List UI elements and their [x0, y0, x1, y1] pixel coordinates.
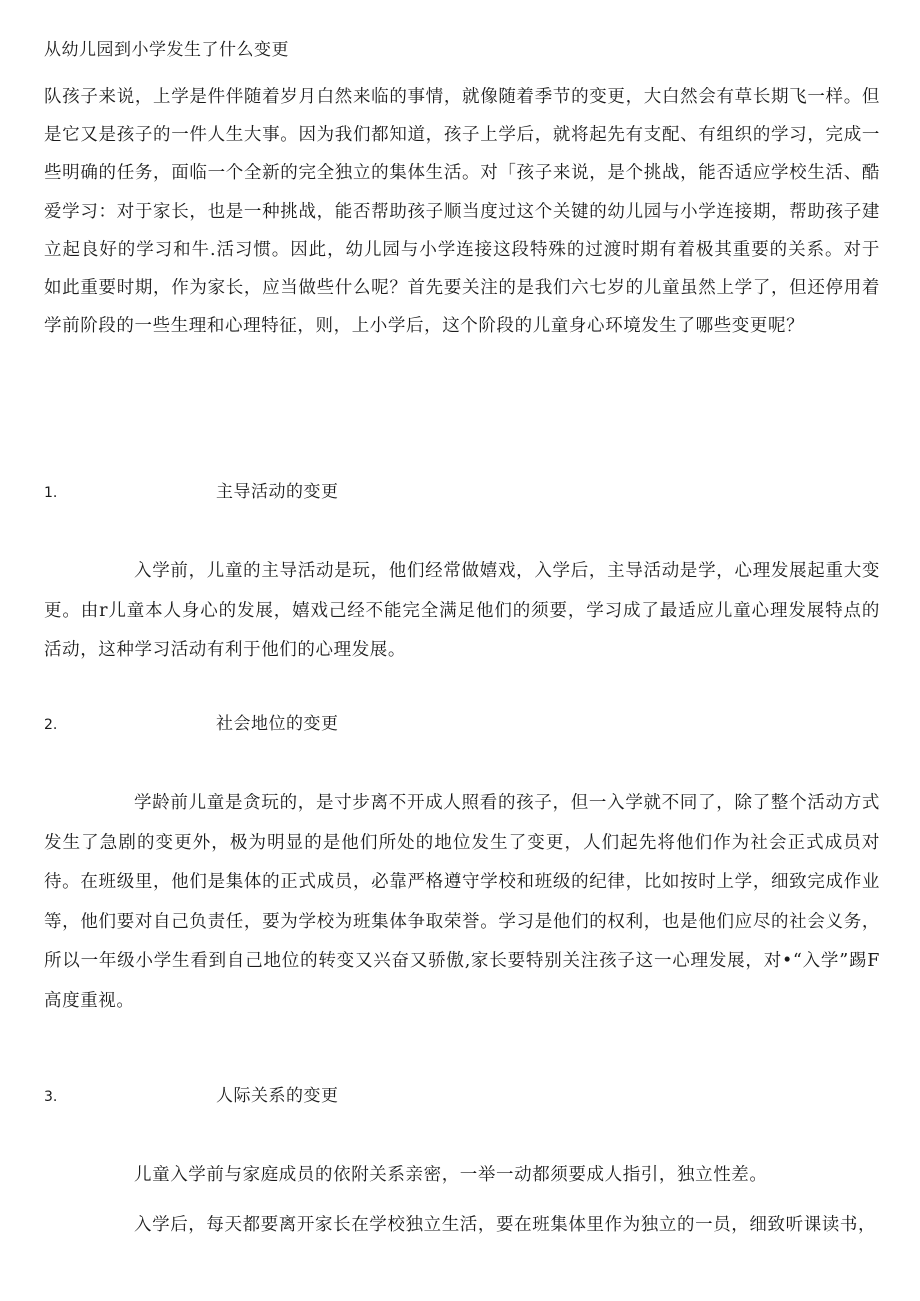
section-3-paragraph-1: 儿童入学前与家庭成员的依附关系亲密，一举一动都须要成人指引，独立性差。 — [134, 1165, 768, 1185]
section-3-paragraph-2: 入学后，每天都要离开家长在学校独立生活，要在班集体里作为独立的一员，细致听课读书， — [134, 1215, 877, 1235]
document-title: 从幼儿园到小学发生了什么变更 — [44, 40, 289, 60]
section-title-3: 人际关系的变更 — [216, 1086, 339, 1106]
section-1-paragraph-1: 入学前，儿童的主导活动是玩，他们经常做嬉戏，入学后，主导活动是学，心理发展起重大变更。由r儿童本人身心的发展，嬉戏己经不能完全满足他们的须要，学习成了最适应儿童心理发展特点的活动，这种学习活动有利于他们的心理发展。 — [44, 561, 880, 660]
section-heading-1 — [44, 480, 339, 505]
section-number-3: 3. — [44, 1089, 58, 1105]
intro-paragraph: 队孩子来说，上学是件伴随着岁月白然来临的事情，就像随着季节的变更，大白然会有草长期飞一样。但是它又是孩子的一件人生大事。因为我们都知道，孩子上学后，就将起先有支配、有组织的学习，完成一些明确的任务，面临一个全新的完全独立的集体生活。对「孩子来说，是个挑战，能否适应学校生活、酷爱学习：对于家长，也是一种挑战，能否帮助孩子顺当度过这个关键的幼儿园与小学连接期，帮助孩子建立起良好的学习和牛.活习惯。因此，幼儿园与小学连接这段特殊的过渡时期有着极其重要的关系。对于如此重要时期，作为家长，应当做些什么呢？首先要关注的是我们六七岁的儿童虽然上学了，但还停用着学前阶段的一些生理和心理特征，则，上小学后，这个阶段的儿童身心环境发生了哪些变更呢？ — [44, 87, 880, 337]
section-number-2: 2. — [44, 717, 58, 733]
section-2-paragraph-1: 学龄前儿童是贪玩的，是寸步离不开成人照看的孩子，但一入学就不同了，除了整个活动方式发生了急剧的变更外，极为明显的是他们所处的地位发生了变更，人们起先将他们作为社会正式成员对待。在班级里，他们是集体的正式成员，必靠严格遵守学校和班级的纪律，比如按时上学，细致完成作业等，他们要对自己负责任，要为学校为班集体争取荣誉。学习是他们的权利，也是他们应尽的社会义务，所以一年级小学生看到自己地位的转变又兴奋又骄傲,家长要特别关注孩子这一心理发展，对•“入学”踢F高度重视。 — [44, 793, 880, 1011]
section-heading-3 — [44, 1084, 339, 1109]
section-title-1: 主导活动的变更 — [216, 482, 339, 502]
section-number-1: 1. — [44, 485, 58, 501]
section-title-2: 社会地位的变更 — [216, 714, 339, 734]
section-heading-2 — [44, 712, 339, 737]
